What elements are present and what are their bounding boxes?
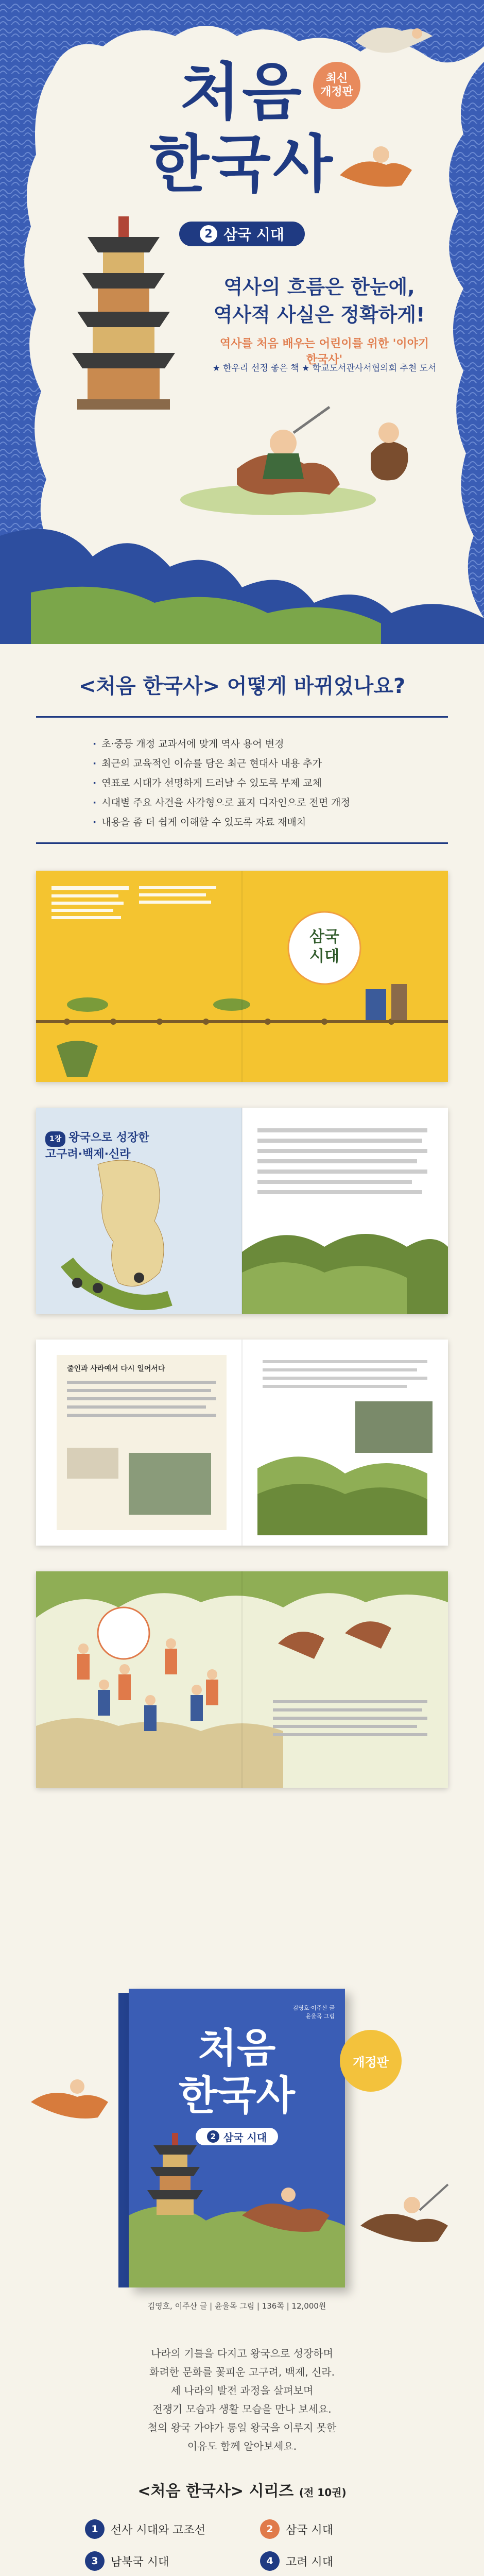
series-item[interactable] <box>85 2551 260 2571</box>
changes-section <box>0 644 484 1906</box>
book-title <box>129 2025 345 2120</box>
description-line: 화려한 문화를 꽃피운 고구려, 백제, 신라. <box>149 2366 335 2378</box>
series-label: 삼국 시대 <box>286 2523 334 2537</box>
description-line: 철의 왕국 가야가 통일 왕국을 이루지 못한 <box>147 2421 337 2434</box>
description-line: 전쟁기 모습과 생활 모습을 만나 보세요. <box>152 2403 332 2415</box>
volume-pill <box>179 222 305 246</box>
list-item: · 시대별 주요 사건을 사각형으로 표지 디자인으로 전면 개정 <box>93 793 422 812</box>
hero-meta: ★ 한우리 선정 좋은 책 ★ 학교도서관사서협의회 추천 도서 <box>212 363 437 374</box>
book-author: 김영호·이주산 글 윤울목 그림 <box>292 2005 335 2020</box>
sample-spread-illustration <box>36 1571 448 1788</box>
hero-banner <box>0 0 484 644</box>
description-line: 세 나라의 발전 과정을 살펴보며 <box>170 2384 314 2397</box>
series-item[interactable] <box>260 2519 414 2539</box>
book-volume-pill <box>196 2128 278 2145</box>
series-label: 선사 시대와 고조선 <box>111 2523 206 2537</box>
changes-list <box>93 734 422 832</box>
series-count: (전 10권) <box>299 2486 347 2499</box>
divider <box>36 842 448 844</box>
series-item[interactable] <box>85 2519 260 2539</box>
revised-badge: 개정판 <box>340 2030 402 2092</box>
list-item: · 내용을 좀 더 쉽게 이해할 수 있도록 자료 재배치 <box>93 812 422 832</box>
series-title-text: <처음 한국사> 시리즈 <box>137 2482 294 2500</box>
spread-gutter <box>241 1571 243 1788</box>
spread-gutter <box>241 1108 243 1314</box>
series-list <box>85 2519 414 2576</box>
sample-spread-sidebar <box>36 1340 448 1546</box>
volume-label: 삼국 시대 <box>223 226 284 243</box>
divider <box>36 716 448 718</box>
chapter-heading <box>45 1115 200 1162</box>
hero-title-line1: 처음 <box>180 57 304 128</box>
series-number: 3 <box>85 2551 105 2571</box>
spread-gutter <box>241 1340 243 1546</box>
timeline-label: 삼국 시대 <box>309 928 339 965</box>
series-title <box>77 2478 407 2501</box>
hero-headline-line1: 역사의 흐름은 한눈에, <box>223 276 415 298</box>
book-section <box>0 1906 484 2576</box>
list-item: · 연표로 시대가 선명하게 드러날 수 있도록 부제 교체 <box>93 773 422 793</box>
sample-spread-timeline <box>36 871 448 1082</box>
series-label: 고려 시대 <box>286 2555 334 2569</box>
chapter-heading-text: 왕국으로 성장한 고구려·백제·신라 <box>45 1131 149 1161</box>
volume-number: 2 <box>200 225 217 243</box>
book-caption: 김영호, 이주산 글 | 윤울목 그림 | 136쪽 | 12,000원 <box>147 2301 326 2311</box>
series-item[interactable] <box>260 2551 414 2571</box>
chapter-tag: 1장 <box>45 1131 65 1147</box>
hero-title-line2: 한국사 <box>149 129 335 200</box>
hero-subline: 역사를 처음 배우는 어린이를 위한 '이야기 한국사' <box>219 337 429 366</box>
hero-headline <box>196 273 443 329</box>
description-line: 이유도 함께 알아보세요. <box>187 2440 297 2452</box>
book-volume-number: 2 <box>207 2130 219 2143</box>
list-item: · 최근의 교육적인 이슈를 담은 최근 현대사 내용 추가 <box>93 754 422 773</box>
sidebar-heading: 줄인과 사라예서 다시 일어서다 <box>67 1365 165 1373</box>
book-spine <box>118 1993 130 2287</box>
spread-gutter <box>241 871 243 1082</box>
series-number: 2 <box>260 2519 280 2539</box>
sample-spread-map <box>36 1108 448 1314</box>
description-line: 나라의 기틀을 다지고 왕국으로 성장하며 <box>151 2347 333 2360</box>
hero-headline-line2: 역사적 사실은 정확하게! <box>213 303 425 326</box>
list-item: · 초·중등 개정 교과서에 맞게 역사 용어 변경 <box>93 734 422 754</box>
series-number: 4 <box>260 2551 280 2571</box>
book-cover <box>129 1989 345 2287</box>
book-volume-label: 삼국 시대 <box>223 2131 267 2144</box>
book-description <box>77 2344 407 2455</box>
book-title-line2: 한국사 <box>178 2073 296 2119</box>
revised-edition-badge: 최신 개정판 <box>313 62 360 109</box>
changes-title: <처음 한국사> 어떻게 바뀌었나요? <box>78 674 406 698</box>
series-label: 남북국 시대 <box>111 2555 169 2569</box>
series-number: 1 <box>85 2519 105 2539</box>
book-title-line1: 처음 <box>198 2025 276 2072</box>
